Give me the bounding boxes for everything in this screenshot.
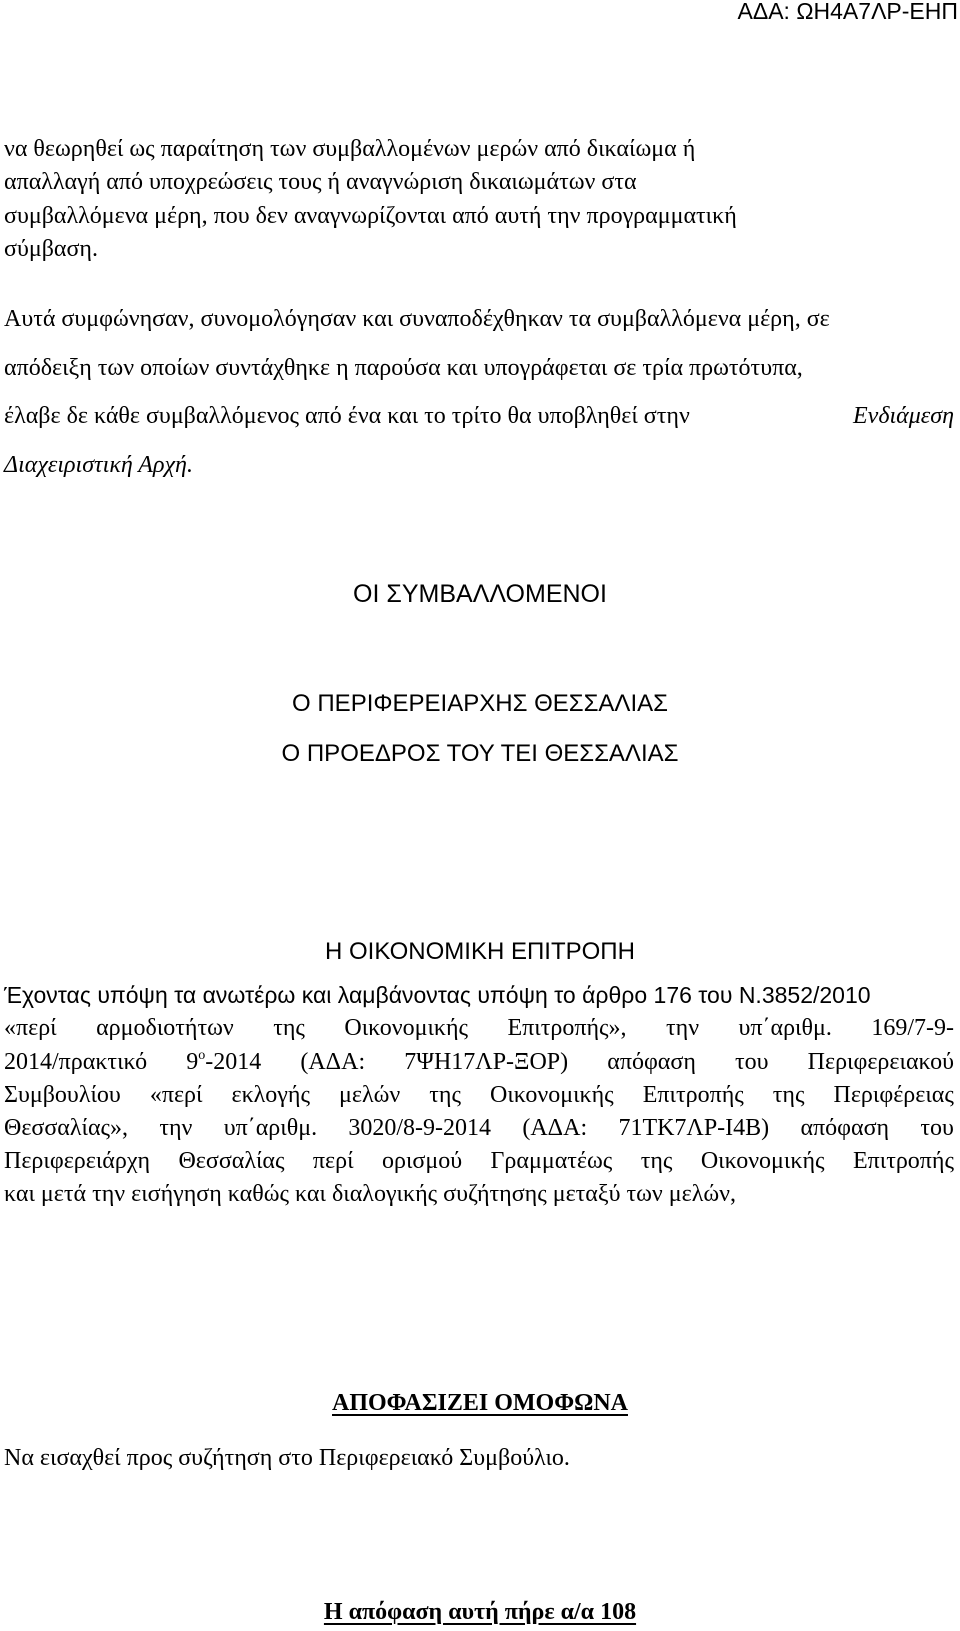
- committee-line2: «περί αρμοδιοτήτων της Οικονομικής Επιτροπής», την υπ΄αριθμ. 169/7-9-: [4, 1015, 954, 1041]
- para1-line3: συμβαλλόμενα μέρη, που δεν αναγνωρίζονται από αυτή την προγραμματική: [4, 203, 737, 229]
- para2-line4: Διαχειριστική Αρχή.: [4, 452, 193, 478]
- committee-title: Η ΟΙΚΟΝΟΜΙΚΗ ΕΠΙΤΡΟΠΗ: [325, 938, 635, 965]
- ada-header: ΑΔΑ: ΩΗ4Α7ΛΡ-ΕΗΠ: [737, 0, 958, 24]
- para2-line3: έλαβε δε κάθε συμβαλλόμενος από ένα και το τρίτο θα υποβληθεί στην Ενδιάμεση: [4, 403, 954, 429]
- para2-line1: Αυτά συμφώνησαν, συνομολόγησαν και συναποδέχθηκαν τα συμβαλλόμενα μέρη, σε: [4, 306, 830, 332]
- committee-line6: Περιφερειάρχη Θεσσαλίας περί ορισμού Γραμματέως της Οικονομικής Επιτροπής: [4, 1148, 954, 1174]
- decision-text: Να εισαχθεί προς συζήτηση στο Περιφερειακό Συμβούλιο.: [4, 1445, 570, 1471]
- para1-line2: απαλλαγή από υποχρεώσεις τους ή αναγνώριση δικαιωμάτων στα: [4, 169, 637, 195]
- para1-line1: να θεωρηθεί ως παραίτηση των συμβαλλομένων μερών από δικαίωμα ή: [4, 136, 696, 162]
- regional-head-label: Ο ΠΕΡΙΦΕΡΕΙΑΡΧΗΣ ΘΕΣΣΑΛΙΑΣ: [292, 690, 668, 717]
- committee-line3: 2014/πρακτικό $9^o-2014$ (ΑΔΑ: 7ΨΗ17ΛΡ-ΞΟΡ) απόφαση του Περιφερειακού: [4, 1048, 954, 1075]
- tei-president-label: Ο ΠΡΟΕΔΡΟΣ ΤΟΥ ΤΕΙ ΘΕΣΣΑΛΙΑΣ: [281, 740, 679, 767]
- decision-title: ΑΠΟΦΑΣΙΖΕΙ ΟΜΟΦΩΝΑ: [332, 1390, 628, 1416]
- committee-line1: Έχοντας υπόψη τα ανωτέρω και λαμβάνοντας υπόψη το άρθρο 176 του Ν.3852/2010: [4, 982, 871, 1008]
- para1-line4: σύμβαση.: [4, 236, 98, 262]
- committee-line5: Θεσσαλίας», την υπ΄αριθμ. 3020/8-9-2014 (ΑΔΑ: 71ΤΚ7ΛΡ-Ι4Β) απόφαση του: [4, 1115, 954, 1141]
- committee-line7: και μετά την εισήγηση καθώς και διαλογικής συζήτησης μεταξύ των μελών,: [4, 1181, 736, 1207]
- committee-line4: Συμβουλίου «περί εκλογής μελών της Οικονομικής Επιτροπής της Περιφέρειας: [4, 1082, 954, 1108]
- decision-number: Η απόφαση αυτή πήρε α/α 108: [323, 1599, 637, 1625]
- para2-line2: απόδειξη των οποίων συντάχθηκε η παρούσα και υπογράφεται σε τρία πρωτότυπα,: [4, 355, 803, 381]
- signatories-title: ΟΙ ΣΥΜΒΑΛΛΟΜΕΝΟΙ: [353, 580, 607, 608]
